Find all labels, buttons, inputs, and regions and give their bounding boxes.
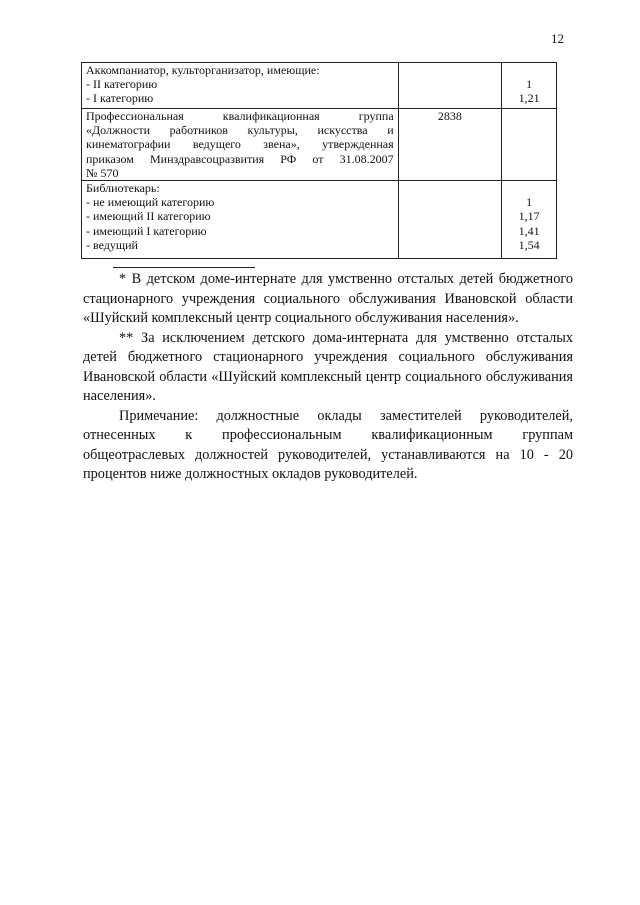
qualification-group-cell xyxy=(82,109,399,181)
coefficient-value: 1,54 xyxy=(518,237,540,252)
footnotes xyxy=(83,270,573,485)
group-line: «Должности работников культуры, искусства и xyxy=(86,123,394,138)
list-item: - имеющий II категорию xyxy=(86,209,211,224)
list-item: - I категорию xyxy=(86,91,154,106)
position-cell xyxy=(82,63,399,109)
position-title: Библиотекарь: xyxy=(86,181,160,196)
coefficient-cell xyxy=(502,63,557,109)
list-item: - II категорию xyxy=(86,77,158,92)
list-item: - ведущий xyxy=(86,237,138,252)
coefficient-cell xyxy=(502,181,557,259)
coefficient-value: 1,21 xyxy=(518,91,540,106)
coefficient-cell xyxy=(502,109,557,181)
group-line: приказом Минздравсоцразвития РФ от 31.08.2007 xyxy=(86,151,394,166)
group-line: кинематографии ведущего звена», утвержденная xyxy=(86,137,394,152)
coefficient-value: 1,41 xyxy=(518,223,540,238)
note-remark: Примечание: должностные оклады заместителей руководителей, отнесенных к профессиональным квалификационным группам общеотраслевых должностей руководителей, устанавливаются на 10 - 20 процентов ниже должностных окладов руководителей. xyxy=(83,407,573,482)
salary-table xyxy=(81,62,557,259)
coefficient-value: 1,17 xyxy=(518,209,540,224)
page-number: 12 xyxy=(551,31,564,46)
table-row xyxy=(82,109,557,181)
position-title: Аккомпаниатор, культорганизатор, имеющие: xyxy=(86,63,320,77)
footnote-2: ** За исключением детского дома-интерната для умственно отсталых детей бюджетного стационарного учреждения социального обслуживания Ивановской области «Шуйский комплексный центр социального обслуживания населения». xyxy=(83,329,573,404)
position-cell xyxy=(82,181,399,259)
table-row xyxy=(82,181,557,259)
salary-cell xyxy=(398,63,502,109)
list-item: - не имеющий категорию xyxy=(86,195,215,210)
footnote-1: * В детском доме-интернате для умственно отсталых детей бюджетного стационарного учреждения социального обслуживания Ивановской области «Шуйский комплексный центр социального обслуживания населения». xyxy=(83,271,573,326)
coefficient-value: 1 xyxy=(526,195,533,210)
footnote-separator xyxy=(113,267,255,268)
coefficient-value: 1 xyxy=(526,77,533,92)
salary-cell: 2838 xyxy=(398,109,502,181)
list-item: - имеющий I категорию xyxy=(86,223,207,238)
salary-cell xyxy=(398,181,502,259)
table-row xyxy=(82,63,557,109)
group-line: Профессиональная квалификационная группа xyxy=(86,109,394,123)
group-line: № 570 xyxy=(86,165,119,180)
